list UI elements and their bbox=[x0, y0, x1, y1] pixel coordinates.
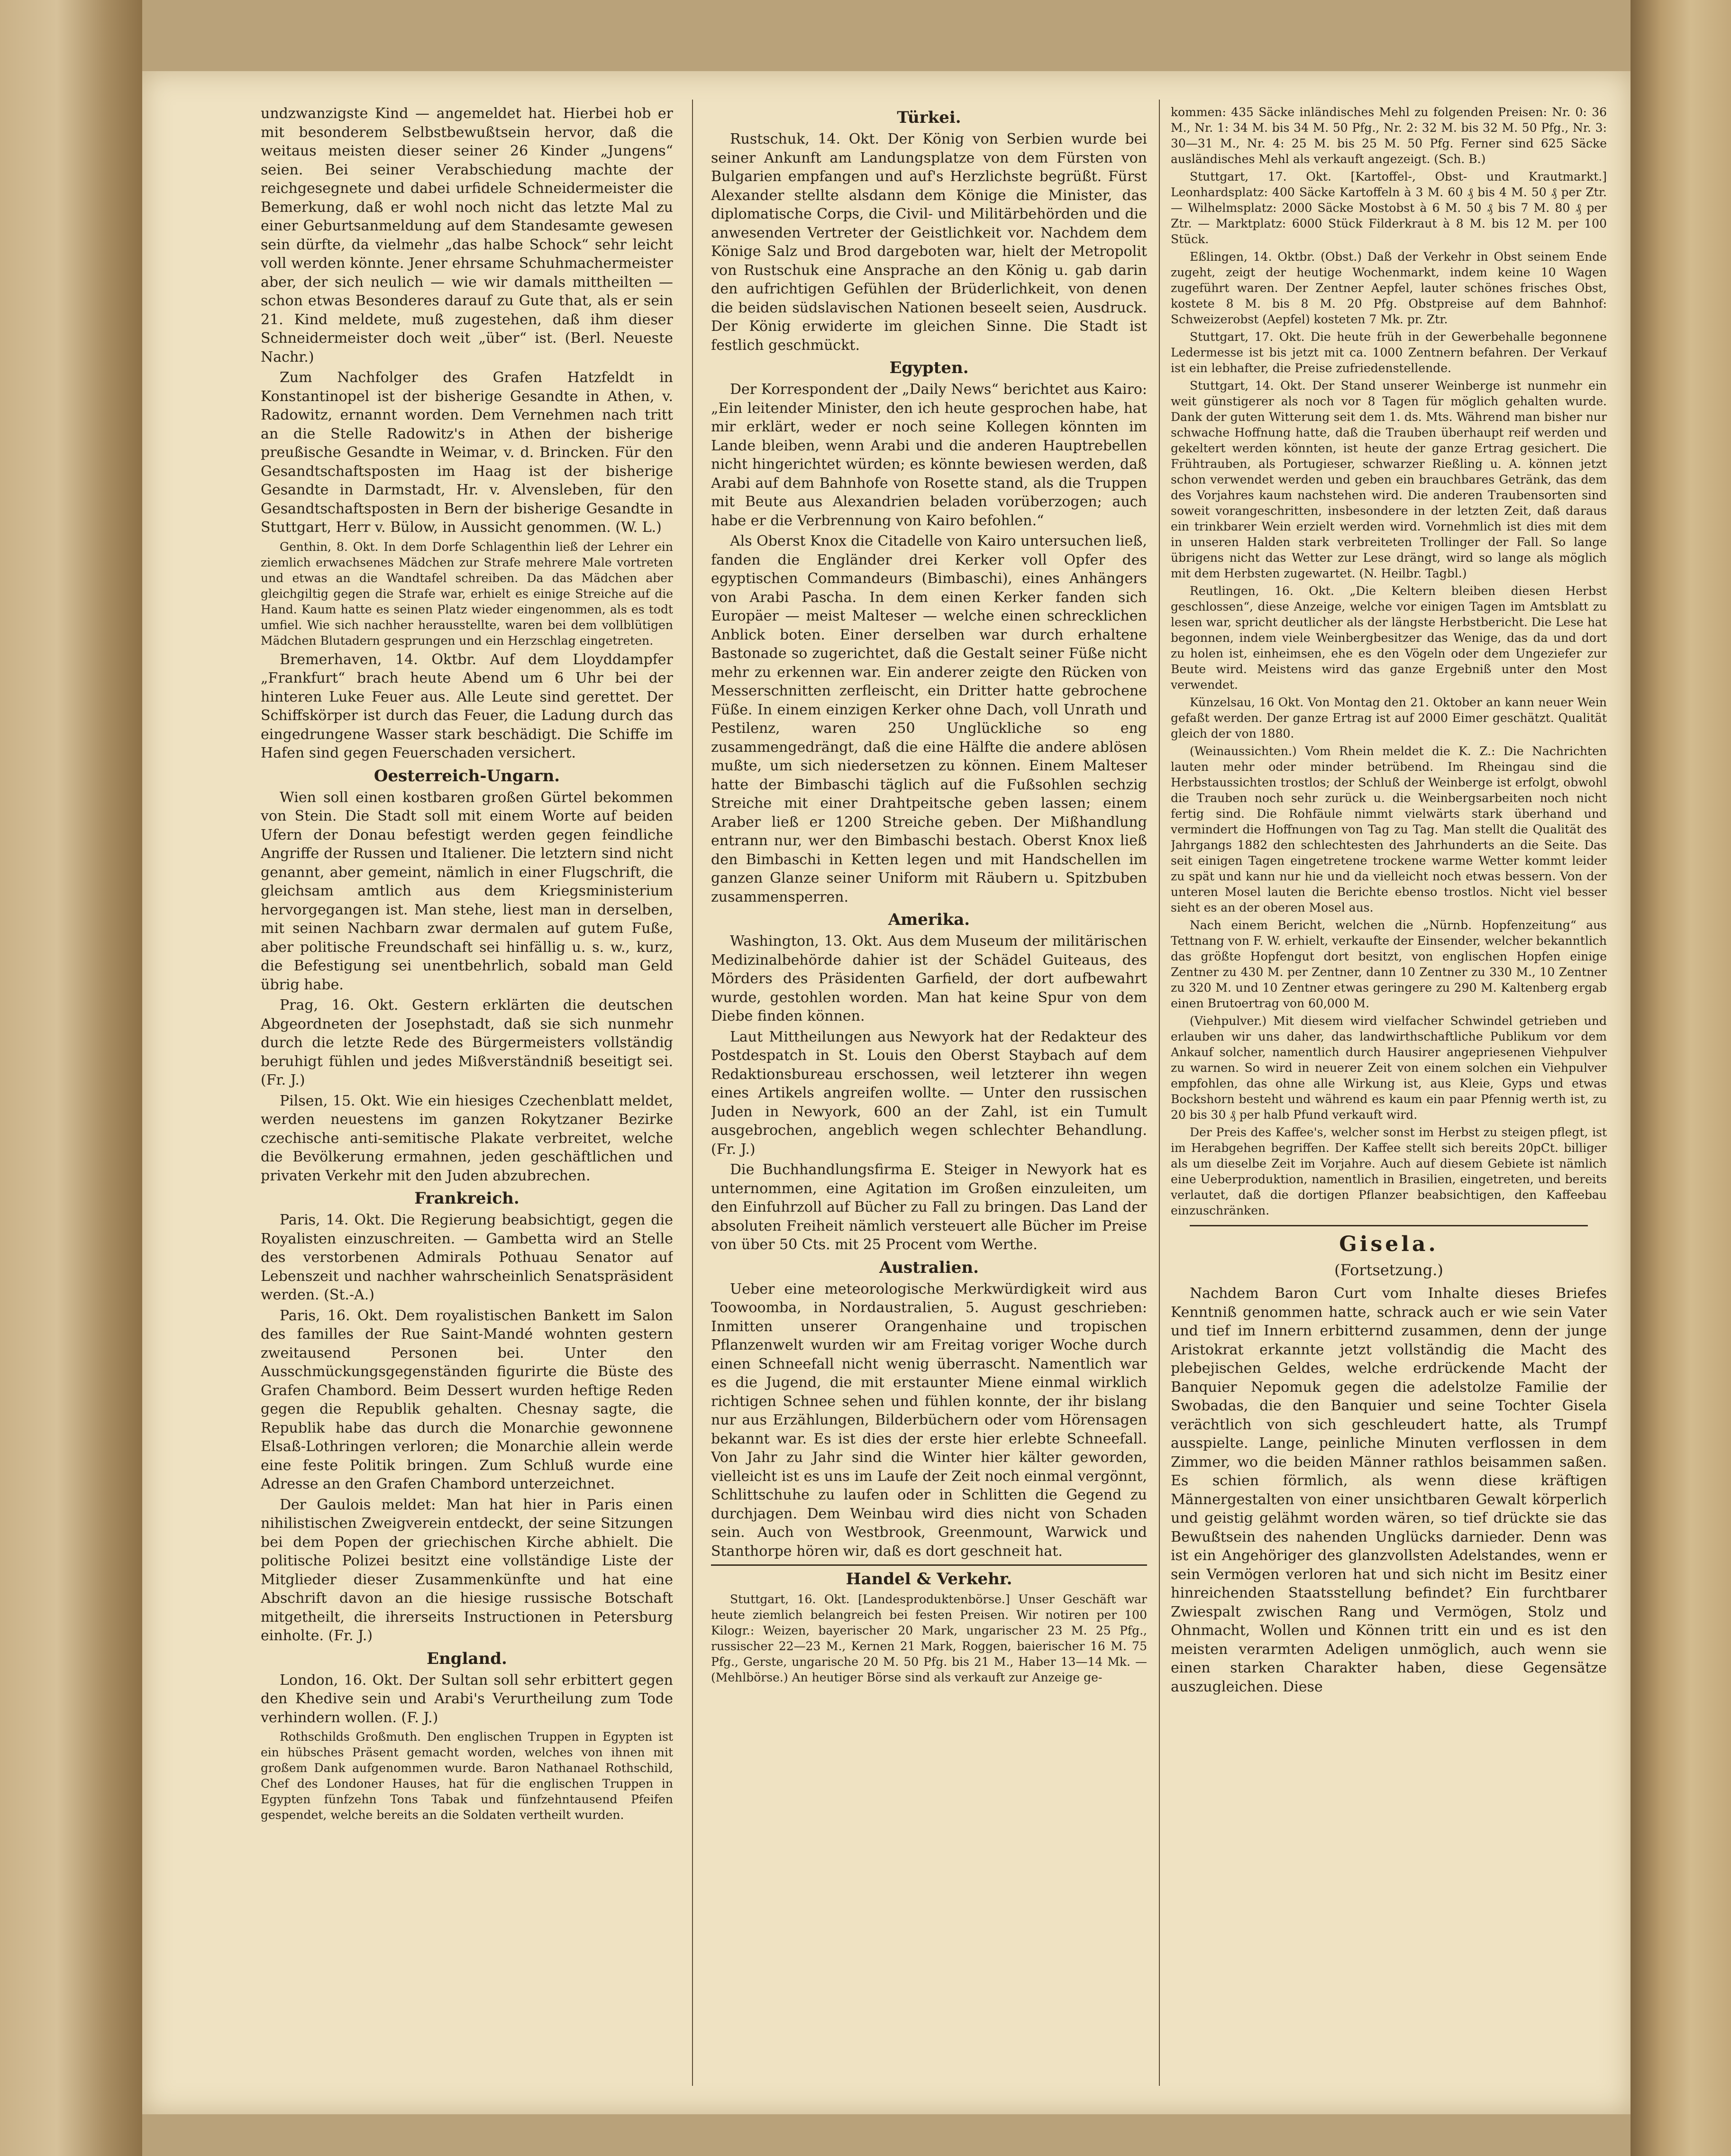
section-heading: Frankreich. bbox=[414, 1189, 519, 1208]
article-text: Zum Nachfolger des Grafen Hatzfeldt in Konstantinopel ist der bisherige Gesandte in Athen, v. Radowitz, ernannt worden. Dem Vernehmen nach tritt an die Stelle Radowitz's in Athen der bisherige preußische Gesandte in Weimar, v. d. Brincken. Für den Gesandtschaftsposten im Haag ist der bisherige Gesandte in Darmstadt, Hr. v. Alvensleben, für den Gesandtschaftsposten in Bern der bisherige Gesandte in Stuttgart, Herr v. Bülow, in Aussicht genommen. (W. L.) bbox=[261, 369, 673, 536]
article-text: Rothschilds Großmuth. Den englischen Truppen in Egypten ist ein hübsches Präsent gemacht worden, welches von ihnen mit großem Dank aufgenommen wurde. Baron Nathanael Rothschild, Chef des Londoner Hauses, hat für die englischen Truppen in Egypten fünfzehn Tons Tabak und fünfzehntausend Pfeifen gespendet, welche bereits an die Soldaten vertheilt wurden. bbox=[261, 1730, 673, 1822]
section-heading: Handel & Verkehr. bbox=[846, 1570, 1012, 1589]
article-text: Paris, 14. Okt. Die Regierung beabsichtigt, gegen die Royalisten einzuschreiten. — Gambetta wird an Stelle des verstorbenen Admirals Pothuau Senator auf Lebenszeit und nachher wahrscheinlich Senatspräsident werden. (St.-A.) bbox=[261, 1212, 673, 1303]
article-text: Stuttgart, 16. Okt. [Landesproduktenbörse.] Unser Geschäft war heute ziemlich belangreich bei festen Preisen. Wir notiren per 100 Kilogr.: Weizen, bayerischer 20 Mark, ungarischer 23 M. 25 Pfg., russischer 22—23 M., Kernen 21 Mark, Roggen, baierischer 16 M. 75 Pfg., Gerste, ungarische 20 M. 50 Pfg. bis 21 M., Haber 13—14 Mk. — (Mehlbörse.) An heutiger Börse sind als verkauft zur Anzeige ge- bbox=[711, 1592, 1147, 1684]
article-text: Der Gaulois meldet: Man hat hier in Paris einen nihilistischen Zweigverein entdeckt, der seine Sitzungen bei dem Popen der griechischen Kirche abhielt. Die politische Polizei besitzt eine vollständige Liste der Mitglieder dieser Zusammenkünfte und hat eine Abschrift davon an die hiesige russische Botschaft mitgetheilt, die ihrerseits Instructionen in Petersburg einholte. (Fr. J.) bbox=[261, 1496, 673, 1644]
article-text: (Weinaussichten.) Vom Rhein meldet die K. Z.: Die Nachrichten lauten mehr oder minder betrübend. Im Rheingau sind die Herbstaussichten trostlos; der Schluß der Weinberge ist erfolgt, obwohl die Trauben noch sehr zurück u. die Weinbergsarbeiten noch nicht fertig sind. Die Rohfäule nimmt vielwärts stark überhand und vermindert die Hoffnungen von Tag zu Tag. Man stellt die Qualität des Jahrgangs 1882 den schlechtesten des Jahrhunderts an die Seite. Das seit einigen Tagen eingetretene trockene warme Wetter kommt leider zu spät und kann nur hie und da vielleicht noch etwas bessern. Von der unteren Mosel lauten die Berichte ebenso trostlos. Nicht viel besser sieht es an der oberen Mosel aus. bbox=[1171, 744, 1607, 914]
section-heading: Oesterreich-Ungarn. bbox=[374, 766, 560, 786]
section-heading: Amerika. bbox=[888, 910, 970, 929]
article-text: Pilsen, 15. Okt. Wie ein hiesiges Czechenblatt meldet, werden neuestens im ganzen Rokytzaner Bezirke czechische anti-semitische Plakate verbreitet, welche die Bevölkerung ermahnen, jeden geschäftlichen und privaten Verkehr mit den Juden abzubrechen. bbox=[261, 1092, 673, 1184]
section-heading: Australien. bbox=[879, 1258, 979, 1277]
article-text: Bremerhaven, 14. Oktbr. Auf dem Lloyddampfer „Frankfurt“ brach heute Abend um 6 Uhr bei der hinteren Luke Feuer aus. Alle Leute sind gerettet. Der Schiffskörper ist durch das Feuer, die Ladung durch das eingedrungene Wasser stark beschädigt. Die Schiffe im Hafen sind gegen Feuerschaden versichert. bbox=[261, 651, 673, 761]
article-text: Künzelsau, 16 Okt. Von Montag den 21. Oktober an kann neuer Wein gefaßt werden. Der ganze Ertrag ist auf 2000 Eimer geschätzt. Qualität gleich der von 1880. bbox=[1171, 695, 1607, 740]
article-text: Laut Mittheilungen aus Newyork hat der Redakteur des Postdespatch in St. Louis den Oberst Staybach auf dem Redaktionsbureau erschossen, weil letzterer ihn wegen eines Artikels angreifen wollte. — Unter den russischen Juden in Newyork, 600 an der Zahl, ist ein Tumult ausgebrochen, angeblich wegen schlechter Behandlung. (Fr. J.) bbox=[711, 1028, 1147, 1158]
column-right bbox=[1171, 104, 1607, 2081]
book-page-edges bbox=[1631, 0, 1731, 2156]
article-text: Rustschuk, 14. Okt. Der König von Serbien wurde bei seiner Ankunft am Landungsplatze von dem Fürsten von Bulgarien empfangen und auf's Herzlichste begrüßt. Fürst Alexander stellte alsdann dem Könige die Minister, das diplomatische Corps, die Civil- und Militärbehörden und die anwesenden Vertreter der Geistlichkeit vor. Nachdem dem Könige Salz und Brod dargeboten war, hielt der Metropolit von Rustschuk eine Ansprache an den König u. gab darin den aufrichtigen Gefühlen der Brüderlichkeit, von denen die beiden südslavischen Nationen beseelt seien, Ausdruck. Der König erwiderte im gleichen Sinne. Die Stadt ist festlich geschmückt. bbox=[711, 131, 1147, 354]
article-text: Washington, 13. Okt. Aus dem Museum der militärischen Medizinalbehörde dahier ist der Schädel Guiteaus, des Mörders des Präsidenten Garfield, der dort aufbewahrt wurde, gestohlen worden. Man hat keine Spur von dem Diebe finden können. bbox=[711, 933, 1147, 1024]
article-text: Paris, 16. Okt. Dem royalistischen Bankett im Salon des familles der Rue Saint-Mandé wohnten gestern zweitausend Personen bei. Unter den Ausschmückungsgegenständen figurirte die Büste des Grafen Chambord. Beim Dessert wurden heftige Reden gegen die Republik gehalten. Chesnay sagte, die Republik habe das durch die Monarchie gewonnene Elsaß-Lothringen verloren; die Monarchie allein werde eine feste Politik bringen. Zum Schluß wurde eine Adresse an den Grafen Chambord unterzeichnet. bbox=[261, 1307, 673, 1492]
feuilleton-title: Gisela. bbox=[1339, 1232, 1439, 1256]
divider bbox=[1190, 1225, 1588, 1226]
article-text: Wien soll einen kostbaren großen Gürtel bekommen von Stein. Die Stadt soll mit einem Worte auf beiden Ufern der Donau befestigt werden gegen feindliche Angriffe der Russen und Italiener. Die letztern sind nicht genannt, aber gemeint, nämlich in einer Flugschrift, die gleichsam amtlich aus dem Kriegsministerium hervorgegangen ist. Man stehe, liest man in derselben, mit seinen Nachbarn zwar dermalen auf gutem Fuße, aber politische Freundschaft sei hinfällig u. s. w., kurz, die Befestigung sei unentbehrlich, sobald man Geld übrig habe. bbox=[261, 789, 673, 993]
book-spine bbox=[0, 0, 142, 2156]
article-text: Als Oberst Knox die Citadelle von Kairo untersuchen ließ, fanden die Engländer drei Kerker voll Opfer des egyptischen Commandeurs (Bimbaschi), eines Anhängers von Arabi Pascha. In dem einen Kerker fanden sich Europäer — meist Malteser — welche einen schrecklichen Anblick boten. Einer derselben war durch erhaltene Bastonade so zugerichtet, daß die Gestalt seiner Füße nicht mehr zu erkennen war. Ein anderer zeigte den Rücken von Messerschnitten zerfleischt, ein Dritter hatte gebrochene Füße. In einem einzigen Kerker ohne Dach, voll Unrath und Pestilenz, waren 250 Unglückliche so eng zusammengedrängt, daß die eine Hälfte die andere ablösen mußte, um sich niedersetzen zu können. Einem Malteser hatte der Bimbaschi täglich auf die Fußsohlen sechzig Streiche mit einer Drahtpeitsche geben lassen; einem Araber ließ er 1200 Streiche geben. Der Mißhandlung entrann nur, wer den Bimbaschi bestach. Oberst Knox ließ den Bimbaschi in Ketten legen und mit Handschellen im ganzen Glanze seiner Uniform mit Räubern u. Spitzbuben zusammensperren. bbox=[711, 533, 1147, 905]
newspaper-page bbox=[142, 71, 1631, 2114]
article-text: Der Preis des Kaffee's, welcher sonst im Herbst zu steigen pflegt, ist im Herabgehen begriffen. Der Kaffee stellt sich bereits 20pCt. billiger als um dieselbe Zeit im Vorjahre. Auch auf diesem Gebiete ist nämlich eine Ueberproduktion, namentlich in Brasilien, eingetreten, und bereits verlautet, daß die dortigen Pflanzer beabsichtigen, den Kaffeebau einzuschränken. bbox=[1171, 1125, 1607, 1217]
article-text: Eßlingen, 14. Oktbr. (Obst.) Daß der Verkehr in Obst seinem Ende zugeht, zeigt der heutige Wochenmarkt, indem keine 10 Wagen zugeführt waren. Der Zentner Aepfel, lauter schönes frisches Obst, kostete 8 M. bis 8 M. 20 Pfg. Obstpreise auf dem Bahnhof: Schweizerobst (Aepfel) kosteten 7 Mk. pr. Ztr. bbox=[1171, 250, 1607, 326]
article-text: Prag, 16. Okt. Gestern erklärten die deutschen Abgeordneten der Josephstadt, daß sie sich nunmehr durch die letzte Rede des Bürgermeisters vollständig beruhigt fühlen und jedes Mißverständniß beseitigt sei. (Fr. J.) bbox=[261, 997, 673, 1088]
article-text: Nachdem Baron Curt vom Inhalte dieses Briefes Kenntniß genommen hatte, schrack auch er wie sein Vater und tief im Innern erbitternd zusammen, denn der junge Aristokrat erkannte jetzt vollständig die Macht des plebejischen Geldes, welche erdrückende Macht der Banquier Nepomuk gegen die adelstolze Familie der Swobadas, die den Banquier und seine Tochter Gisela verächtlich von sich geschleudert hatte, als Trumpf ausspielte. Lange, peinliche Minuten verflossen in dem Zimmer, wo die beiden Männer rathlos beisammen saßen. Es schien förmlich, als wenn diese kräftigen Männergestalten von einer unsichtbaren Gewalt körperlich und geistig gelähmt worden wären, so tief drückte sie das Bewußtsein des nahenden Unglücks darnieder. Denn was ist ein Angehöriger des glanzvollsten Adelstandes, wenn er sein Vermögen verloren hat und sich nicht im Besitz einer hinreichenden Staatsstellung befindet? Ein furchtbarer Zwiespalt zwischen Rang und Vermögen, Stolz und Ohnmacht, Wollen und Können tritt ein und es ist den meisten verarmten Adeligen unmöglich, auch wenn sie einen starken Charakter haben, diese Gegensätze auszugleichen. Diese bbox=[1171, 1285, 1607, 1695]
column-left bbox=[261, 104, 673, 2081]
article-text: (Viehpulver.) Mit diesem wird vielfacher Schwindel getrieben und erlauben wir uns daher, das landwirthschaftliche Publikum vor dem Ankauf solcher, namentlich durch Hausirer angepriesenen Viehpulver zu warnen. So wird in neuerer Zeit von einem solchen ein Viehpulver empfohlen, das ohne alle Wirkung ist, aus Kleie, Gyps und etwas Bockshorn besteht und während es kaum ein paar Pfennig werth ist, zu 20 bis 30 ₰ per halb Pfund verkauft wird. bbox=[1171, 1014, 1607, 1122]
divider bbox=[711, 1564, 1147, 1566]
article-text: Der Korrespondent der „Daily News“ berichtet aus Kairo: „Ein leitender Minister, den ich heute gesprochen habe, hat mir erklärt, weder er noch seine Kollegen könnten im Lande bleiben, wenn Arabi und die anderen Hauptrebellen nicht hingerichtet würden; es könnte bewiesen werden, daß Arabi auf dem Bahnhofe von Rosette stand, als die Truppen mit Beute aus Alexandrien beladen vorüberzogen; auch habe er die Verbrennung von Kairo befohlen.“ bbox=[711, 381, 1147, 529]
article-text: Stuttgart, 17. Okt. [Kartoffel-, Obst- und Krautmarkt.] Leonhardsplatz: 400 Säcke Kartoffeln à 3 M. 60 ₰ bis 4 M. 50 ₰ per Ztr. — Wilhelmsplatz: 2000 Säcke Mostobst à 6 M. 50 ₰ bis 7 M. 80 ₰ per Ztr. — Marktplatz: 6000 Stück Filderkraut à 8 M. bis 12 M. per 100 Stück. bbox=[1171, 170, 1607, 246]
article-text: kommen: 435 Säcke inländisches Mehl zu folgenden Preisen: Nr. 0: 36 M., Nr. 1: 34 M. bis 34 M. 50 Pfg., Nr. 2: 32 M. bis 32 M. 50 Pfg., Nr. 3: 30—31 M., Nr. 4: 25 M. bis 25 M. 50 Pfg. Ferner sind 625 Säcke ausländisches Mehl als verkauft angezeigt. (Sch. B.) bbox=[1171, 105, 1607, 166]
article-text: Genthin, 8. Okt. In dem Dorfe Schlagenthin ließ der Lehrer ein ziemlich erwachsenes Mädchen zur Strafe mehrere Male vortreten und etwas an die Wandtafel schreiben. Da das Mädchen aber gleichgiltig gegen die Strafe war, erhielt es einige Streiche auf die Hand. Kaum hatte es seinen Platz wieder eingenommen, als es todt umfiel. Wie sich nachher herausstellte, waren bei dem vollblütigen Mädchen Blutadern gesprungen und ein Herzschlag eingetreten. bbox=[261, 539, 673, 648]
article-text: Ueber eine meteorologische Merkwürdigkeit wird aus Toowoomba, in Nordaustralien, 5. August geschrieben: Inmitten unserer Orangenhaine und tropischen Pflanzenwelt wurden wir am Freitag voriger Woche durch einen Schneefall nicht wenig überrascht. Namentlich war es die Jugend, die mit erstaunter Miene einmal wirklich richtigen Schnee sehen und fühlen konnte, der ihr bislang nur aus Erzählungen, Bilderbüchern oder vom Hörensagen bekannt war. Es ist dies der erste hier erlebte Schneefall. Von Jahr zu Jahr sind die Winter hier kälter geworden, vielleicht ist es uns im Laufe der Zeit noch einmal vergönnt, Schlittschuhe zu laufen oder in Schlitten die Gegend zu durchjagen. Dem Weinbau wird dies nicht von Schaden sein. Auch von Westbrook, Greenmount, Warwick und Stanthorpe hören wir, daß es dort geschneit hat. bbox=[711, 1280, 1147, 1560]
section-heading: Egypten. bbox=[889, 358, 969, 377]
article-text: Nach einem Bericht, welchen die „Nürnb. Hopfenzeitung“ aus Tettnang von F. W. erhielt, verkaufte der Einsender, welcher bekanntlich das größte Hopfengut dort besitzt, von englischen Hopfen einige Zentner zu 430 M. per Zentner, dann 10 Zentner zu 330 M., 10 Zentner zu 320 M. und 10 Zentner etwas geringere zu 290 M. Kaltenberg ergab einen Brutoertrag von 60,000 M. bbox=[1171, 918, 1607, 1010]
section-heading: Türkei. bbox=[897, 108, 961, 127]
article-text: Die Buchhandlungsfirma E. Steiger in Newyork hat es unternommen, eine Agitation im Großen einzuleiten, um den Einfuhrzoll auf Bücher zu Fall zu bringen. Das Land der absoluten Freiheit nämlich versteuert alle Bücher im Preise von über 50 Cts. mit 25 Procent vom Werthe. bbox=[711, 1161, 1147, 1253]
article-text: London, 16. Okt. Der Sultan soll sehr erbittert gegen den Khedive sein und Arabi's Verurtheilung zum Tode verhindern wollen. (F. J.) bbox=[261, 1672, 673, 1726]
article-text: Reutlingen, 16. Okt. „Die Keltern bleiben diesen Herbst geschlossen“, diese Anzeige, welche vor einigen Tagen im Amtsblatt zu lesen war, spricht deutlicher als der längste Herbstbericht. Die Lese hat begonnen, indem viele Weinbergbesitzer das Wenige, das da und dort zu holen ist, einheimsen, ehe es den Vögeln oder dem Ungeziefer zur Beute wird. Meistens wird das ganze Ergebniß unter den Most verwendet. bbox=[1171, 584, 1607, 692]
article-text: Stuttgart, 17. Okt. Die heute früh in der Gewerbehalle begonnene Ledermesse ist bis jetzt mit ca. 1000 Zentnern befahren. Der Verkauf ist ein lebhafter, die Preise zufriedenstellende. bbox=[1171, 330, 1607, 375]
feuilleton-subtitle: (Fortsetzung.) bbox=[1334, 1261, 1443, 1279]
article-text: undzwanzigste Kind — angemeldet hat. Hierbei hob er mit besonderem Selbstbewußtsein hervor, daß die weitaus meisten dieser seiner 26 Kinder „Jungens“ seien. Bei seiner Verabschiedung machte der reichgesegnete und dabei urfidele Schneidermeister die Bemerkung, daß er wohl noch nicht das letzte Mal zu einer Geburtsanmeldung auf dem Standesamte gewesen sein dürfte, da vielmehr „das halbe Schock“ sehr leicht voll werden könnte. Jener ehrsame Schuhmachermeister aber, der sich neulich — wie wir damals mittheilten — schon etwas Besonderes darauf zu Gute that, als er sein 21. Kind meldete, muß zugestehen, daß ihm dieser Schneidermeister doch weit „über“ ist. (Berl. Neueste Nachr.) bbox=[261, 105, 673, 365]
column-rule bbox=[1159, 100, 1160, 2086]
section-heading: England. bbox=[427, 1649, 507, 1668]
column-rule bbox=[692, 100, 693, 2086]
article-text: Stuttgart, 14. Okt. Der Stand unserer Weinberge ist nunmehr ein weit günstigerer als noch vor 8 Tagen für möglich gehalten wurde. Dank der guten Witterung seit dem 1. ds. Mts. Während man bisher nur schwache Hoffnung hatte, daß die Trauben überhaupt reif werden und gekeltert werden könnten, ist heute der ganze Ertrag gesichert. Die Frühtrauben, als Portugieser, schwarzer Rießling u. A. können jetzt schon verwendet werden und geben ein brauchbares Getränk, das dem des Vorjahres kaum nachstehen wird. Die anderen Traubensorten sind soweit vorangeschritten, insbesondere in der letzten Zeit, daß daraus ein trinkbarer Wein erzielt werden wird. Vornehmlich ist dies mit dem in unseren Halden stark verbreiteten Trollinger der Fall. So lange übrigens nicht das Wetter zur Lese drängt, wird so lange als möglich mit dem Herbsten zugewartet. (N. Heilbr. Tagbl.) bbox=[1171, 379, 1607, 580]
column-middle bbox=[711, 104, 1147, 2081]
